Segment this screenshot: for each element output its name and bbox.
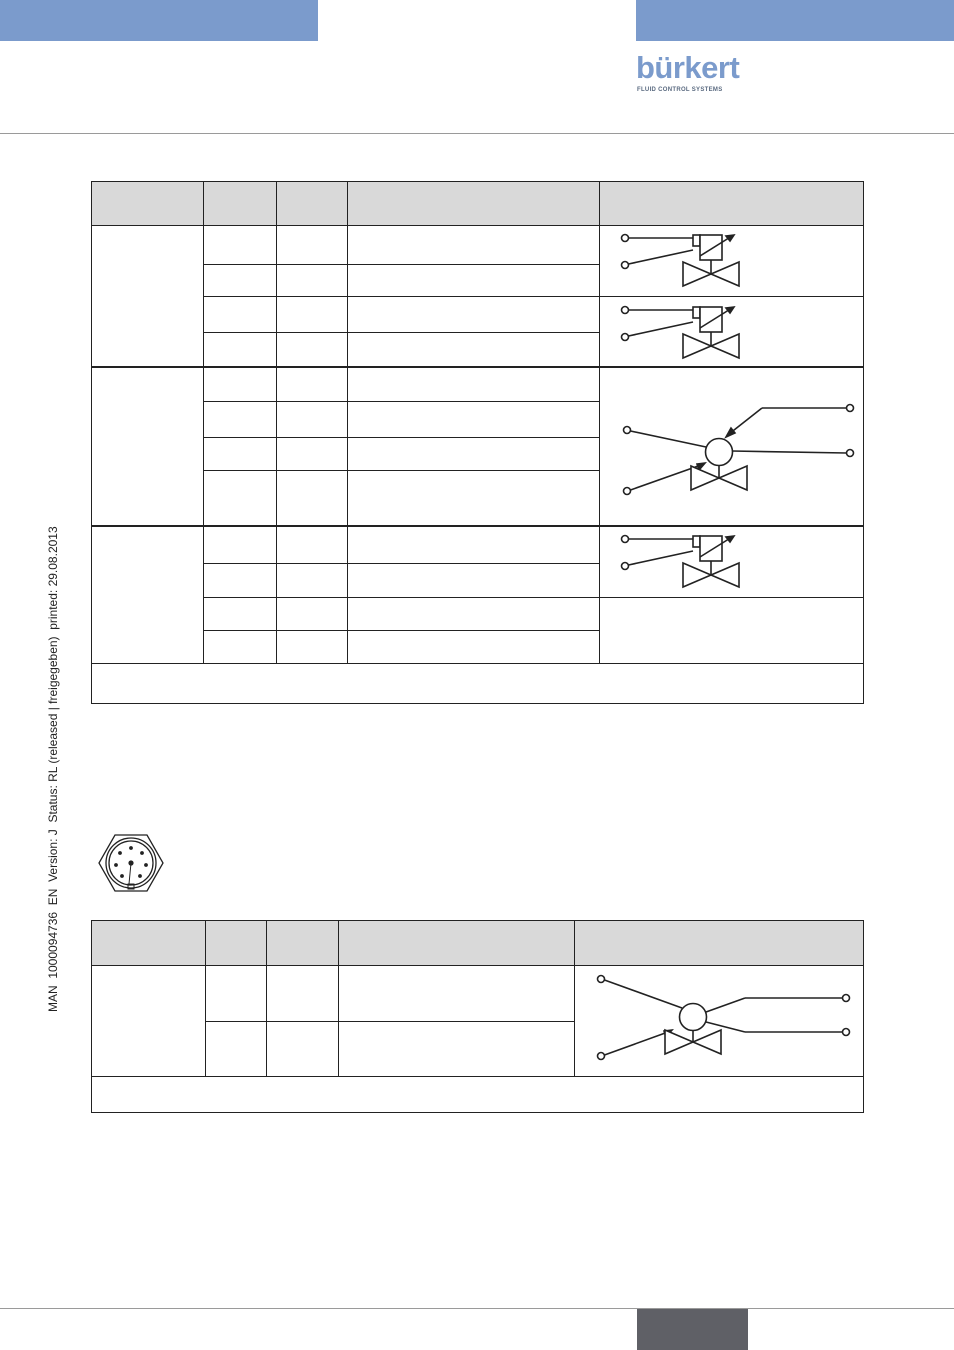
proportional-valve-symbol <box>618 400 858 508</box>
page-number-tab <box>637 1309 748 1350</box>
table-1-header-row <box>92 182 863 225</box>
footer-rule <box>0 1308 954 1309</box>
header-bar-right <box>636 0 954 41</box>
brand-tagline: FLUID CONTROL SYSTEMS <box>637 87 723 93</box>
circular-connector-8-pin-icon <box>98 832 164 894</box>
table-2-header-row <box>92 921 863 965</box>
solenoid-valve-symbol <box>618 531 748 593</box>
solenoid-valve-symbol <box>618 302 748 364</box>
brand-logo <box>636 50 740 96</box>
solenoid-valve-symbol <box>618 230 748 292</box>
header-bar-left <box>0 0 318 41</box>
proportional-valve-symbol <box>592 970 854 1074</box>
header-rule <box>0 133 954 134</box>
document-status-note: MAN 1000094736 EN Version: J Status: RL (released | freigegeben) printed: 29.08.2013 <box>46 526 60 1012</box>
brand-logo-word: bürkert <box>636 50 740 85</box>
